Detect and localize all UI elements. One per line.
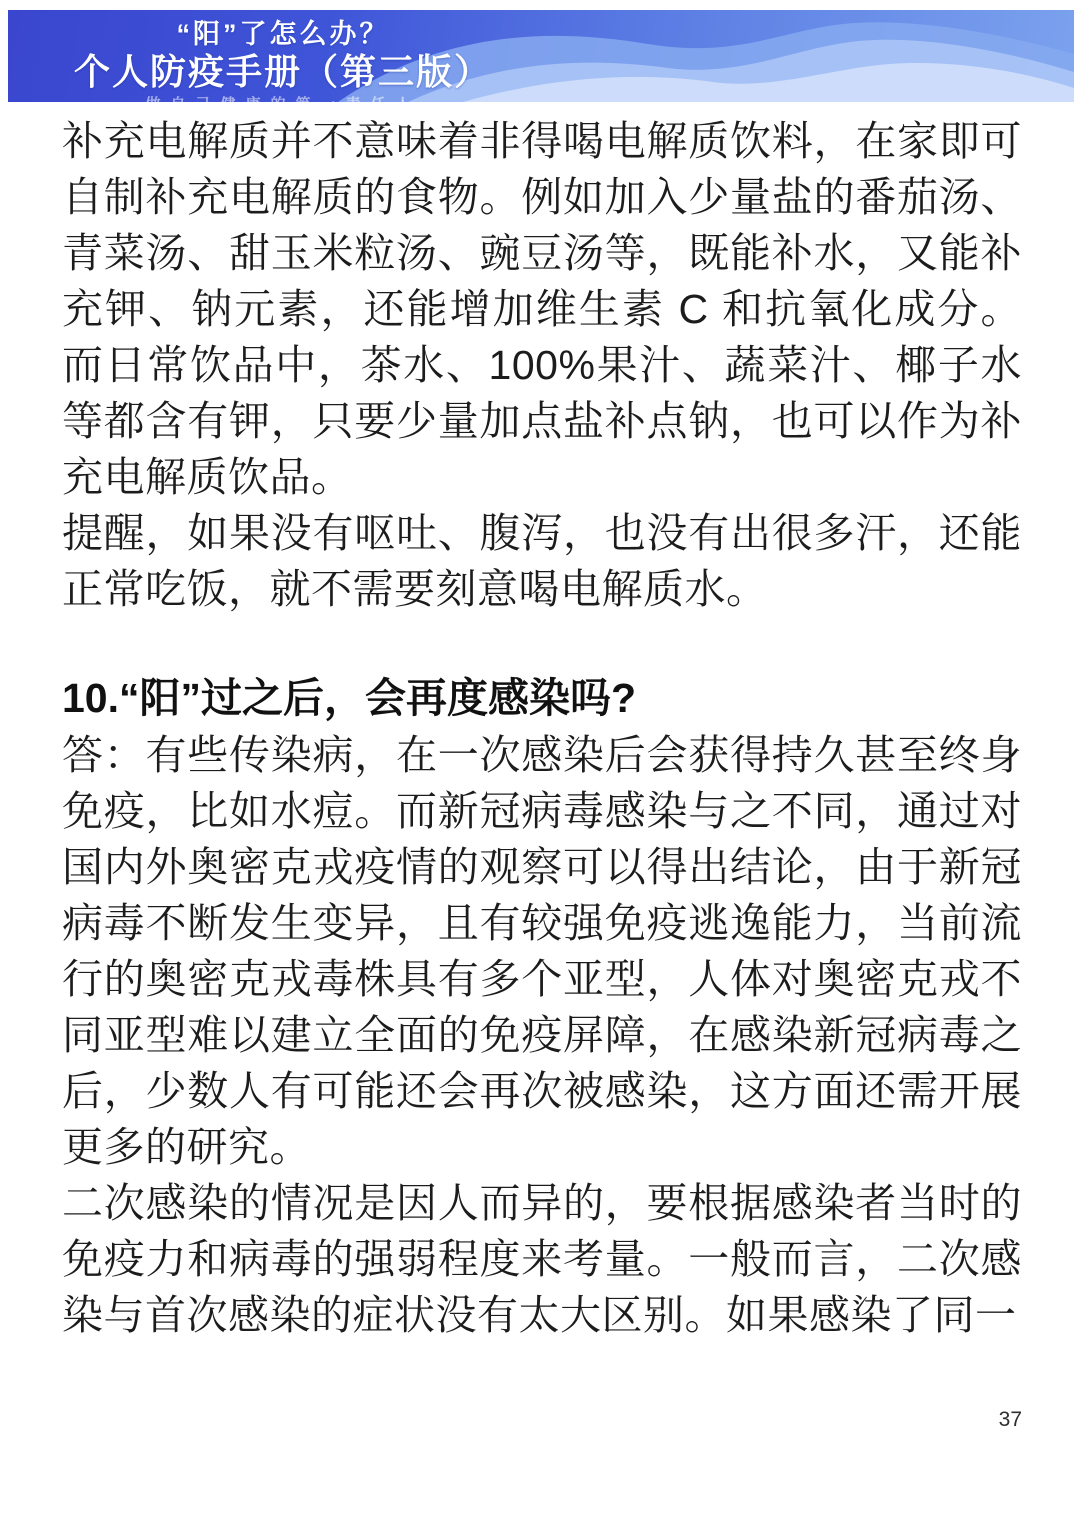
paragraph-electrolyte-foods: 补充电解质并不意味着非得喝电解质饮料，在家即可自制补充电解质的食物。例如加入少量盐的番茄汤、青菜汤、甜玉米粒汤、豌豆汤等，既能补水，又能补充钾、钠元素，还能增加维生素 C 和抗氧化成分。而日常饮品中，茶水、100%果汁、蔬菜汁、椰子水等都含有钾，只要少量加点盐补点钠，也可以作为补充电解质饮品。: [62, 118, 1022, 500]
banner-tagline: 做自己健康的第一责任人: [145, 96, 421, 113]
banner-title: 个人防疫手册（第三版）: [74, 51, 493, 92]
document-body: [0, 102, 1080, 1343]
paragraph-second-infection: 二次感染的情况是因人而异的，要根据感染者当时的免疫力和病毒的强弱程度来考量。一般而言，二次感染与首次感染的症状没有太大区别。如果感染了同一: [62, 1180, 1022, 1338]
section-heading-q10: 10.“阳”过之后，会再度感染吗?: [62, 675, 637, 721]
banner-subtitle: “阳”了怎么办？: [176, 19, 390, 49]
paragraph-electrolyte-reminder: 提醒，如果没有呕吐、腹泻，也没有出很多汗，还能正常吃饭，就不需要刻意喝电解质水。: [62, 510, 1022, 612]
header-banner: [8, 10, 1074, 113]
banner-title-block: [74, 18, 492, 115]
page-number: 37: [998, 1408, 1022, 1431]
paragraph-reinfection-answer: 答：有些传染病，在一次感染后会获得持久甚至终身免疫，比如水痘。而新冠病毒感染与之不同，通过对国内外奥密克戎疫情的观察可以得出结论，由于新冠病毒不断发生变异，且有较强免疫逃逸能力，当前流行的奥密克戎毒株具有多个亚型，人体对奥密克戎不同亚型难以建立全面的免疫屏障，在感染新冠病毒之后，少数人有可能还会再次被感染，这方面还需开展更多的研究。: [62, 732, 1022, 1170]
